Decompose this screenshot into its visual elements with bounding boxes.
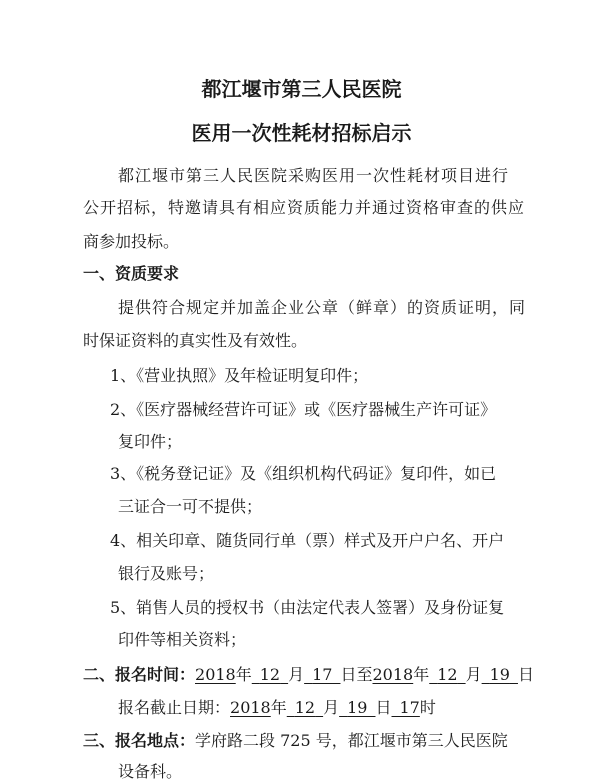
year-char: 年 — [235, 665, 252, 684]
deadline-day: 19 — [347, 698, 368, 717]
start-month: 12 — [259, 665, 281, 684]
intro-line-1: 都江堰市第三人民医院采购医用一次性耗材项目进行 — [118, 166, 510, 185]
section-1-para-line-2: 时保证资料的真实性及有效性。 — [83, 331, 308, 350]
intro-line-2: 公开招标，特邀请具有相应资质能力并通过资格审查的供应 — [83, 198, 526, 217]
year-char: 年 — [413, 665, 430, 684]
deadline-month: 12 — [294, 698, 316, 717]
address-line-1: 学府路二段 725 号，都江堰市第三人民医院 — [195, 731, 508, 750]
registration-location-line — [83, 731, 508, 751]
end-day: 19 — [489, 665, 510, 684]
day-to-char: 日至 — [340, 665, 373, 684]
list-item-1: 1、《营业执照》及年检证明复印件； — [110, 366, 369, 385]
end-month: 12 — [437, 665, 458, 684]
list-item-2-line-1: 2、《医疗器械经营许可证》或《医疗器械生产许可证》 — [110, 400, 497, 419]
list-item-4-line-1: 4、相关印章、随货同行单（票）样式及开户户名、开户 — [110, 531, 505, 550]
list-item-3-line-1: 3、《税务登记证》及《组织机构代码证》复印件，如已 — [110, 464, 497, 483]
start-year: 2018 — [195, 665, 236, 684]
deadline-line — [118, 698, 436, 718]
year-char: 年 — [270, 698, 287, 717]
intro-line-3: 商参加投标。 — [83, 232, 180, 251]
section-1-para-line-1: 提供符合规定并加盖企业公章（鲜章）的资质证明，同 — [118, 298, 527, 317]
list-item-5-line-2: 印件等相关资料； — [118, 630, 247, 649]
day-char: 日 — [517, 665, 534, 684]
list-item-2-line-2: 复印件； — [118, 432, 183, 451]
registration-time-line — [83, 665, 534, 685]
hour-char: 时 — [419, 698, 436, 717]
list-item-4-line-2: 银行及账号； — [118, 564, 215, 583]
section-3-heading: 三、报名地点： — [83, 731, 196, 750]
document-title: 都江堰市第三人民医院 — [201, 77, 402, 101]
section-1-heading: 一、资质要求 — [83, 264, 180, 283]
month-char: 月 — [323, 698, 340, 717]
start-day: 17 — [312, 665, 333, 684]
address-line-2: 设备科。 — [118, 762, 183, 781]
end-year: 2018 — [372, 665, 414, 684]
deadline-label: 报名截止日期： — [118, 698, 231, 717]
section-2-heading: 二、报名时间： — [83, 665, 196, 684]
deadline-hour: 17 — [399, 698, 420, 717]
month-char: 月 — [288, 665, 305, 684]
list-item-5-line-1: 5、销售人员的授权书（由法定代表人签署）及身份证复 — [110, 598, 505, 617]
list-item-3-line-2: 三证合一可不提供； — [118, 497, 263, 516]
day-char: 日 — [375, 698, 392, 717]
month-char: 月 — [465, 665, 482, 684]
document-subtitle: 医用一次性耗材招标启示 — [191, 121, 412, 145]
deadline-year: 2018 — [230, 698, 271, 717]
